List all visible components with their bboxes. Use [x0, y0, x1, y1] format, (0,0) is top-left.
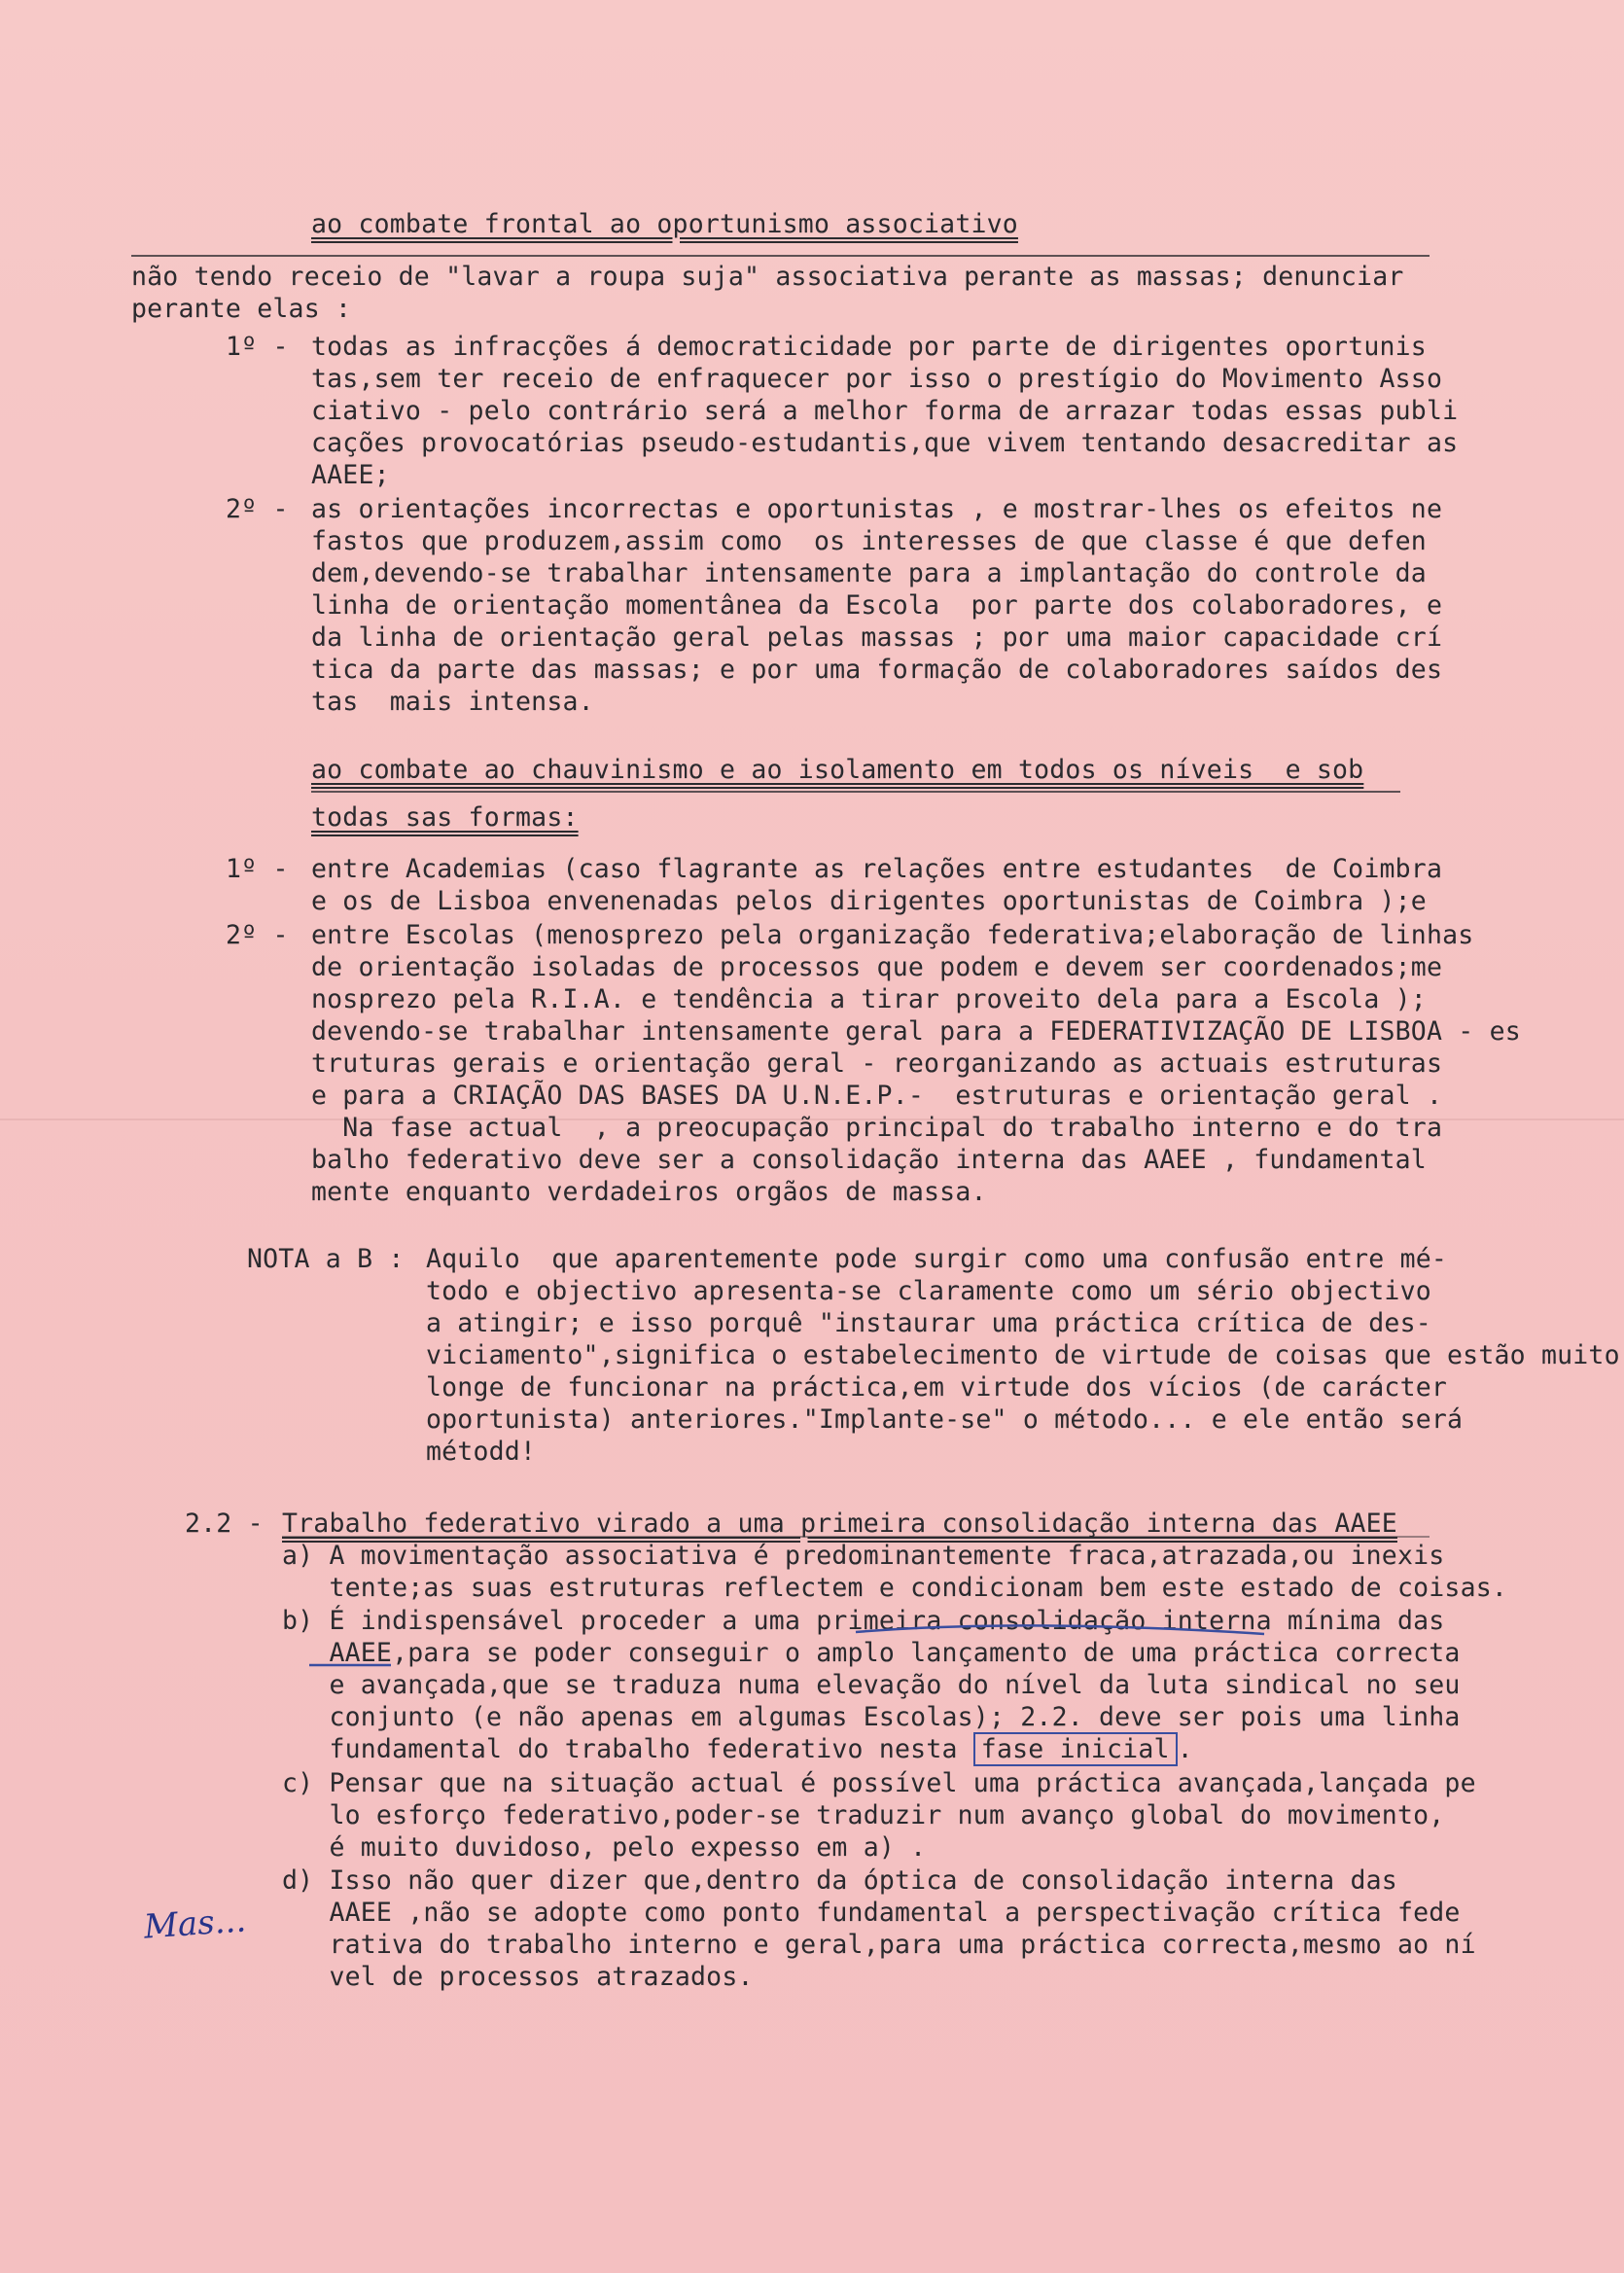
intro-line-2: perante elas : — [131, 294, 352, 324]
nota-line-2: todo e objectivo apresenta-se claramente como um sério objectivo — [426, 1276, 1431, 1306]
heading-combate-oportunismo: ao combate frontal ao oportunismo associativo — [311, 209, 1018, 239]
item4-line-8: balho federativo deve ser a consolidação interna das AAEE , fundamental — [311, 1145, 1427, 1175]
item3-line-1: entre Academias (caso flagrante as relações entre estudantes de Coimbra — [311, 854, 1443, 884]
section-22-b-line-3: e avançada,que se traduza numa elevação do nível da luta sindical no seu — [282, 1670, 1461, 1700]
section-22-c-line-1: c) Pensar que na situação actual é possível uma práctica avançada,lançada pe — [282, 1768, 1476, 1798]
item2-line-5: da linha de orientação geral pelas massas ; por uma maior capacidade crí — [311, 622, 1443, 653]
item2-line-4: linha de orientação momentânea da Escola por parte dos colaboradores, e — [311, 590, 1443, 621]
section-22-title: Trabalho federativo virado a uma primeira consolidação interna das AAEE — [282, 1509, 1397, 1539]
item4-line-6: e para a CRIAÇÃO DAS BASES DA U.N.E.P.- estruturas e orientação geral . — [311, 1081, 1443, 1111]
item4-line-3: nosprezo pela R.I.A. e tendência a tirar proveito dela para a Escola ); — [311, 984, 1427, 1014]
nota-line-3: a atingir; e isso porquê "instaurar uma práctica crítica de des- — [426, 1308, 1431, 1338]
nota-label: NOTA a B : — [247, 1244, 405, 1274]
heading-combate-chauvinismo-2: todas sas formas: — [311, 802, 579, 833]
section-22-c-line-2: lo esforço federativo,poder-se traduzir num avanço global do movimento, — [282, 1800, 1445, 1830]
handwritten-margin-note: Mas... — [142, 1900, 248, 1947]
section-22-d-line-3: rativa do trabalho interno e geral,para uma práctica correcta,mesmo ao ní — [282, 1930, 1476, 1960]
item1-line-3: ciativo - pelo contrário será a melhor forma de arrazar todas essas publi — [311, 396, 1459, 426]
item4-line-1: entre Escolas (menosprezo pela organização federativa;elaboração de linhas — [311, 920, 1474, 950]
nota-line-1: Aquilo que aparentemente pode surgir como uma confusão entre mé- — [426, 1244, 1448, 1274]
boxed-phrase-fase-inicial: fase inicial — [973, 1732, 1178, 1766]
item1-number: 1º - — [226, 332, 289, 362]
item2-line-7: tas mais intensa. — [311, 687, 594, 717]
item4-line-9: mente enquanto verdadeiros orgãos de massa. — [311, 1177, 987, 1207]
item3-number: 1º - — [226, 854, 289, 884]
section-22-b-line-4: conjunto (e não apenas em algumas Escolas); 2.2. deve ser pois uma linha — [282, 1702, 1461, 1732]
item4-line-2: de orientação isoladas de processos que podem e devem ser coordenados;me — [311, 952, 1443, 982]
item2-number: 2º - — [226, 494, 289, 524]
section-22-b-line-2: AAEE,para se poder conseguir o amplo lançamento de uma práctica correcta — [282, 1638, 1461, 1668]
section-22-b-line-1: b) É indispensável proceder a uma primeira consolidação interna mínima das — [282, 1606, 1445, 1636]
item4-line-4: devendo-se trabalhar intensamente geral para a FEDERATIVIZAÇÃO DE LISBOA - es — [311, 1016, 1521, 1047]
section-22-d-line-4: vel de processos atrazados. — [282, 1962, 754, 1992]
item3-line-2: e os de Lisboa envenenadas pelos dirigentes oportunistas de Coimbra );e — [311, 886, 1427, 916]
section-22-a-line-1: a) A movimentação associativa é predominantemente fraca,atrazada,ou inexis — [282, 1541, 1445, 1571]
section-22-c-line-3: é muito duvidoso, pelo expesso em a) . — [282, 1832, 927, 1863]
item1-line-5: AAEE; — [311, 460, 390, 490]
nota-line-5: longe de funcionar na práctica,em virtude dos vícios (de carácter — [426, 1372, 1448, 1403]
nota-line-7: métodd! — [426, 1437, 537, 1467]
nota-line-4: viciamento",significa o estabelecimento de virtude de coisas que estão muito — [426, 1340, 1620, 1370]
item4-line-5: truturas gerais e orientação geral - reorganizando as actuais estruturas — [311, 1048, 1443, 1079]
section-22-number: 2.2 - — [185, 1509, 264, 1539]
item1-line-4: cações provocatórias pseudo-estudantis,que vivem tentando desacreditar as — [311, 428, 1459, 458]
item1-line-1: todas as infracções á democraticidade por parte de dirigentes oportunis — [311, 332, 1427, 362]
blue-ink-underline — [856, 1625, 1264, 1634]
section-22-b-line-5-text: fundamental do trabalho federativo nesta — [282, 1734, 973, 1764]
item2-line-6: tica da parte das massas; e por uma formação de colaboradores saídos des — [311, 655, 1443, 685]
item1-line-2: tas,sem ter receio de enfraquecer por isso o prestígio do Movimento Asso — [311, 364, 1443, 394]
item2-line-1: as orientações incorrectas e oportunistas , e mostrar-lhes os efeitos ne — [311, 494, 1443, 524]
section-22-d-line-1: d) Isso não quer dizer que,dentro da óptica de consolidação interna das — [282, 1865, 1397, 1896]
section-22-d-line-2: AAEE ,não se adopte como ponto fundamental a perspectivação crítica fede — [282, 1898, 1461, 1928]
intro-line-1: não tendo receio de "lavar a roupa suja" associativa perante as massas; denunciar — [131, 262, 1404, 292]
item4-number: 2º - — [226, 920, 289, 950]
section-22-b-line-5-end: . — [1177, 1734, 1193, 1764]
item2-line-2: fastos que produzem,assim como os interesses de que classe é que defen — [311, 526, 1427, 556]
nota-line-6: oportunista) anteriores."Implante-se" o método... e ele então será — [426, 1404, 1464, 1435]
item2-line-3: dem,devendo-se trabalhar intensamente para a implantação do controle da — [311, 558, 1427, 588]
heading-combate-chauvinismo-1: ao combate ao chauvinismo e ao isolamento em todos os níveis e sob — [311, 755, 1364, 785]
section-22-a-line-2: tente;as suas estruturas reflectem e condicionam bem este estado de coisas. — [282, 1573, 1508, 1603]
item4-line-7: Na fase actual , a preocupação principal do trabalho interno e do tra — [311, 1113, 1443, 1143]
